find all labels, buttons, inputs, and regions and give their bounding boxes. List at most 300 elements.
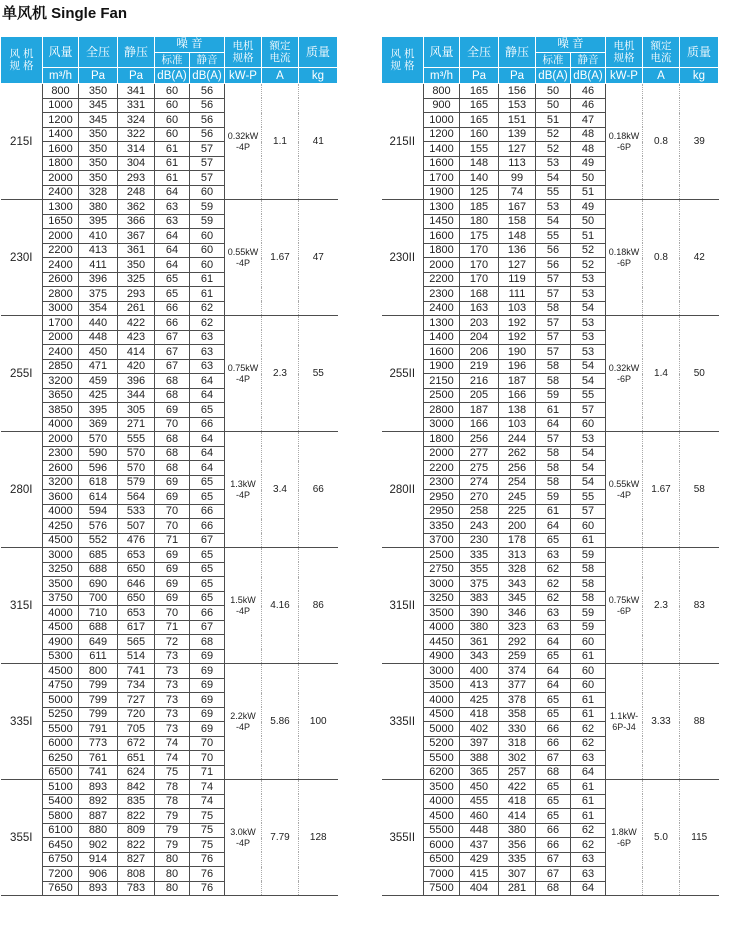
noise-standard-value: 78: [155, 794, 190, 809]
flow-value: 5000: [424, 722, 460, 737]
noise-standard-value: 65: [536, 693, 571, 708]
noise-standard-value: 61: [536, 504, 571, 519]
noise-static-value: 62: [571, 838, 606, 853]
noise-standard-value: 62: [536, 591, 571, 606]
header-current: 额定 电流: [643, 37, 680, 68]
flow-value: 3600: [43, 490, 79, 505]
noise-standard-value: 80: [155, 867, 190, 882]
fan-model: 355II: [382, 780, 424, 896]
flow-value: 3000: [43, 548, 79, 563]
unit-flow: m³/h: [424, 68, 460, 84]
total-pressure-value: 914: [79, 852, 118, 867]
noise-standard-value: 56: [536, 258, 571, 273]
noise-static-value: 64: [571, 765, 606, 780]
flow-value: 2000: [424, 446, 460, 461]
static-pressure-value: 646: [118, 577, 155, 592]
fan-mass: 83: [680, 548, 719, 664]
noise-static-value: 60: [571, 635, 606, 650]
total-pressure-value: 219: [460, 359, 499, 374]
flow-value: 1600: [424, 345, 460, 360]
total-pressure-value: 270: [460, 490, 499, 505]
flow-value: 4000: [424, 794, 460, 809]
fan-model: 280I: [1, 432, 43, 548]
noise-static-value: 62: [571, 736, 606, 751]
noise-static-value: 63: [190, 330, 225, 345]
flow-value: 1800: [43, 156, 79, 171]
noise-static-value: 66: [190, 504, 225, 519]
total-pressure-value: 710: [79, 606, 118, 621]
total-pressure-value: 350: [79, 171, 118, 186]
static-pressure-value: 672: [118, 736, 155, 751]
header-noise-standard: 标准: [155, 53, 190, 67]
noise-static-value: 59: [571, 548, 606, 563]
static-pressure-value: 507: [118, 519, 155, 534]
header-model: 风 机 规 格: [382, 37, 424, 84]
noise-standard-value: 65: [536, 780, 571, 795]
noise-static-value: 53: [571, 432, 606, 447]
total-pressure-value: 594: [79, 504, 118, 519]
static-pressure-value: 358: [499, 707, 536, 722]
flow-value: 2150: [424, 374, 460, 389]
total-pressure-value: 799: [79, 693, 118, 708]
noise-static-value: 61: [571, 794, 606, 809]
total-pressure-value: 170: [460, 272, 499, 287]
total-pressure-value: 163: [460, 301, 499, 316]
noise-static-value: 53: [571, 272, 606, 287]
table-row: [382, 664, 719, 679]
noise-standard-value: 59: [536, 388, 571, 403]
total-pressure-value: 799: [79, 678, 118, 693]
noise-static-value: 60: [571, 417, 606, 432]
noise-standard-value: 57: [536, 330, 571, 345]
fan-mass: 42: [680, 200, 719, 316]
noise-standard-value: 65: [155, 272, 190, 287]
noise-standard-value: 59: [536, 490, 571, 505]
header-noise: 噪 音 标准 静音: [536, 37, 606, 68]
unit-current: A: [643, 68, 680, 84]
noise-static-value: 69: [190, 678, 225, 693]
total-pressure-value: 165: [460, 84, 499, 99]
noise-static-value: 52: [571, 258, 606, 273]
static-pressure-value: 257: [499, 765, 536, 780]
static-pressure-value: 200: [499, 519, 536, 534]
noise-standard-value: 68: [155, 374, 190, 389]
flow-value: 5500: [424, 751, 460, 766]
units-row: [1, 68, 338, 84]
motor-spec: 0.18kW -6P: [606, 84, 643, 200]
noise-standard-value: 52: [536, 127, 571, 142]
flow-value: 3500: [424, 606, 460, 621]
total-pressure-value: 450: [460, 780, 499, 795]
noise-standard-value: 66: [536, 722, 571, 737]
static-pressure-value: 822: [118, 809, 155, 824]
noise-standard-value: 74: [155, 736, 190, 751]
flow-value: 2600: [43, 461, 79, 476]
flow-value: 7000: [424, 867, 460, 882]
noise-standard-value: 68: [155, 461, 190, 476]
noise-static-value: 63: [571, 751, 606, 766]
flow-value: 1400: [424, 330, 460, 345]
flow-value: 2000: [43, 171, 79, 186]
flow-value: 1650: [43, 214, 79, 229]
noise-standard-value: 64: [536, 519, 571, 534]
total-pressure-value: 148: [460, 156, 499, 171]
noise-standard-value: 73: [155, 678, 190, 693]
header-noise-standard: 标准: [536, 53, 571, 67]
rated-current: 1.1: [262, 84, 299, 200]
total-pressure-value: 773: [79, 736, 118, 751]
noise-static-value: 62: [190, 301, 225, 316]
noise-standard-value: 64: [536, 417, 571, 432]
static-pressure-value: 835: [118, 794, 155, 809]
static-pressure-value: 380: [499, 823, 536, 838]
noise-standard-value: 67: [536, 751, 571, 766]
total-pressure-value: 429: [460, 852, 499, 867]
total-pressure-value: 741: [79, 765, 118, 780]
static-pressure-value: 166: [499, 388, 536, 403]
total-pressure-value: 256: [460, 432, 499, 447]
header-total-pressure: 全压: [79, 37, 118, 68]
flow-value: 1900: [424, 359, 460, 374]
total-pressure-value: 350: [79, 142, 118, 157]
noise-static-value: 54: [571, 461, 606, 476]
fan-mass: 39: [680, 84, 719, 200]
noise-static-value: 76: [190, 852, 225, 867]
table-row: [382, 780, 719, 795]
rated-current: 3.4: [262, 432, 299, 548]
static-pressure-value: 304: [118, 156, 155, 171]
flow-value: 6250: [43, 751, 79, 766]
total-pressure-value: 761: [79, 751, 118, 766]
noise-standard-value: 73: [155, 722, 190, 737]
total-pressure-value: 204: [460, 330, 499, 345]
header-noise-static: 静音: [196, 54, 218, 66]
flow-value: 1600: [43, 142, 79, 157]
static-pressure-value: 248: [118, 185, 155, 200]
noise-static-value: 69: [190, 693, 225, 708]
static-pressure-value: 741: [118, 664, 155, 679]
total-pressure-value: 396: [79, 272, 118, 287]
noise-standard-value: 67: [536, 867, 571, 882]
motor-spec: 2.2kW -4P: [225, 664, 262, 780]
static-pressure-value: 331: [118, 98, 155, 113]
flow-value: 1200: [43, 113, 79, 128]
noise-static-value: 54: [571, 374, 606, 389]
noise-standard-value: 68: [536, 765, 571, 780]
units-row: [382, 68, 719, 84]
static-pressure-value: 783: [118, 881, 155, 896]
static-pressure-value: 514: [118, 649, 155, 664]
static-pressure-value: 720: [118, 707, 155, 722]
total-pressure-value: 800: [79, 664, 118, 679]
noise-static-value: 57: [190, 171, 225, 186]
static-pressure-value: 153: [499, 98, 536, 113]
noise-standard-value: 78: [155, 780, 190, 795]
motor-spec: 1.1kW- 6P-J4: [606, 664, 643, 780]
noise-standard-value: 79: [155, 809, 190, 824]
noise-standard-value: 69: [155, 403, 190, 418]
noise-standard-value: 67: [155, 359, 190, 374]
total-pressure-value: 618: [79, 475, 118, 490]
noise-static-value: 69: [190, 649, 225, 664]
total-pressure-value: 203: [460, 316, 499, 331]
table-row: [1, 664, 338, 679]
noise-static-value: 76: [190, 881, 225, 896]
static-pressure-value: 367: [118, 229, 155, 244]
flow-value: 2000: [43, 229, 79, 244]
flow-value: 2000: [43, 330, 79, 345]
static-pressure-value: 564: [118, 490, 155, 505]
fan-model: 215II: [382, 84, 424, 200]
rated-current: 0.8: [643, 200, 680, 316]
noise-static-value: 63: [190, 345, 225, 360]
static-pressure-value: 192: [499, 330, 536, 345]
static-pressure-value: 650: [118, 591, 155, 606]
noise-static-value: 68: [190, 635, 225, 650]
static-pressure-value: 341: [118, 84, 155, 99]
total-pressure-value: 425: [460, 693, 499, 708]
total-pressure-value: 205: [460, 388, 499, 403]
noise-standard-value: 72: [155, 635, 190, 650]
unit-noise-standard: dB(A): [536, 68, 571, 84]
total-pressure-value: 413: [460, 678, 499, 693]
flow-value: 4000: [424, 620, 460, 635]
noise-static-value: 57: [190, 142, 225, 157]
unit-mass: kg: [680, 68, 719, 84]
total-pressure-value: 361: [460, 635, 499, 650]
static-pressure-value: 565: [118, 635, 155, 650]
static-pressure-value: 127: [499, 258, 536, 273]
noise-standard-value: 70: [155, 417, 190, 432]
total-pressure-value: 350: [79, 156, 118, 171]
fan-mass: 47: [299, 200, 338, 316]
flow-value: 2200: [43, 243, 79, 258]
noise-standard-value: 64: [155, 243, 190, 258]
flow-value: 2400: [424, 301, 460, 316]
header-motor: 电机 规格: [225, 37, 262, 68]
noise-standard-value: 66: [536, 838, 571, 853]
noise-standard-value: 69: [155, 591, 190, 606]
flow-value: 4900: [43, 635, 79, 650]
noise-static-value: 65: [190, 591, 225, 606]
fan-mass: 100: [299, 664, 338, 780]
motor-spec: 0.75kW -4P: [225, 316, 262, 432]
fan-model: 230II: [382, 200, 424, 316]
flow-value: 3000: [424, 417, 460, 432]
static-pressure-value: 842: [118, 780, 155, 795]
total-pressure-value: 395: [79, 214, 118, 229]
flow-value: 4500: [424, 707, 460, 722]
flow-value: 2500: [424, 388, 460, 403]
motor-spec: 1.3kW -4P: [225, 432, 262, 548]
motor-spec: 0.55kW -4P: [606, 432, 643, 548]
flow-value: 5800: [43, 809, 79, 824]
header-mass: 质量: [680, 37, 719, 68]
flow-value: 1800: [424, 243, 460, 258]
flow-value: 6450: [43, 838, 79, 853]
static-pressure-value: 422: [499, 780, 536, 795]
static-pressure-value: 344: [118, 388, 155, 403]
noise-static-value: 46: [571, 84, 606, 99]
motor-spec: 0.32kW -6P: [606, 316, 643, 432]
rated-current: 3.33: [643, 664, 680, 780]
unit-current: A: [262, 68, 299, 84]
noise-standard-value: 61: [155, 156, 190, 171]
noise-static-value: 56: [190, 98, 225, 113]
flow-value: 3700: [424, 533, 460, 548]
flow-value: 2800: [43, 287, 79, 302]
noise-static-value: 65: [190, 475, 225, 490]
total-pressure-value: 397: [460, 736, 499, 751]
static-pressure-value: 343: [499, 577, 536, 592]
flow-value: 6000: [43, 736, 79, 751]
total-pressure-value: 140: [460, 171, 499, 186]
table-row: [1, 780, 338, 795]
noise-standard-value: 65: [536, 649, 571, 664]
noise-standard-value: 69: [155, 562, 190, 577]
total-pressure-value: 411: [79, 258, 118, 273]
noise-static-value: 58: [571, 577, 606, 592]
noise-static-value: 51: [571, 229, 606, 244]
header-row: [382, 37, 719, 68]
total-pressure-value: 390: [460, 606, 499, 621]
flow-value: 5400: [43, 794, 79, 809]
header-noise: 噪 音 标准 静音: [155, 37, 225, 68]
flow-value: 1300: [424, 200, 460, 215]
static-pressure-value: 271: [118, 417, 155, 432]
total-pressure-value: 460: [460, 809, 499, 824]
total-pressure-value: 165: [460, 98, 499, 113]
noise-static-value: 57: [190, 156, 225, 171]
table-row: [1, 200, 338, 215]
noise-standard-value: 68: [155, 388, 190, 403]
total-pressure-value: 206: [460, 345, 499, 360]
total-pressure-value: 275: [460, 461, 499, 476]
noise-static-value: 46: [571, 98, 606, 113]
noise-static-value: 63: [190, 359, 225, 374]
static-pressure-value: 259: [499, 649, 536, 664]
noise-static-value: 52: [571, 243, 606, 258]
noise-static-value: 61: [571, 809, 606, 824]
total-pressure-value: 170: [460, 258, 499, 273]
noise-standard-value: 69: [155, 475, 190, 490]
static-pressure-value: 190: [499, 345, 536, 360]
noise-static-value: 60: [571, 678, 606, 693]
static-pressure-value: 324: [118, 113, 155, 128]
noise-standard-value: 61: [155, 171, 190, 186]
flow-value: 1200: [424, 127, 460, 142]
noise-static-value: 50: [571, 214, 606, 229]
noise-standard-value: 57: [536, 272, 571, 287]
total-pressure-value: 383: [460, 591, 499, 606]
noise-standard-value: 73: [155, 693, 190, 708]
noise-static-value: 75: [190, 838, 225, 853]
noise-static-value: 53: [571, 316, 606, 331]
flow-value: 2800: [424, 403, 460, 418]
total-pressure-value: 893: [79, 780, 118, 795]
noise-static-value: 56: [190, 127, 225, 142]
static-pressure-value: 261: [118, 301, 155, 316]
noise-standard-value: 73: [155, 664, 190, 679]
flow-value: 2200: [424, 461, 460, 476]
unit-noise-standard: dB(A): [155, 68, 190, 84]
noise-standard-value: 51: [536, 113, 571, 128]
noise-static-value: 63: [571, 867, 606, 882]
total-pressure-value: 402: [460, 722, 499, 737]
total-pressure-value: 437: [460, 838, 499, 853]
noise-standard-value: 62: [536, 562, 571, 577]
static-pressure-value: 555: [118, 432, 155, 447]
noise-static-value: 64: [190, 432, 225, 447]
noise-standard-value: 60: [155, 84, 190, 99]
total-pressure-value: 230: [460, 533, 499, 548]
noise-static-value: 64: [190, 461, 225, 476]
noise-static-value: 65: [190, 403, 225, 418]
noise-static-value: 56: [190, 84, 225, 99]
noise-static-value: 66: [190, 417, 225, 432]
noise-static-value: 49: [571, 200, 606, 215]
flow-value: 3850: [43, 403, 79, 418]
noise-static-value: 63: [571, 852, 606, 867]
flow-value: 5500: [43, 722, 79, 737]
flow-value: 5200: [424, 736, 460, 751]
static-pressure-value: 111: [499, 287, 536, 302]
noise-standard-value: 73: [155, 649, 190, 664]
total-pressure-value: 185: [460, 200, 499, 215]
noise-static-value: 64: [190, 388, 225, 403]
total-pressure-value: 350: [79, 84, 118, 99]
noise-standard-value: 53: [536, 200, 571, 215]
flow-value: 2400: [43, 258, 79, 273]
noise-standard-value: 63: [155, 214, 190, 229]
noise-standard-value: 50: [536, 98, 571, 113]
static-pressure-value: 325: [118, 272, 155, 287]
total-pressure-value: 328: [79, 185, 118, 200]
header-flow: 风量: [43, 37, 79, 68]
noise-static-value: 53: [571, 287, 606, 302]
flow-value: 4500: [43, 533, 79, 548]
flow-value: 3000: [424, 577, 460, 592]
table-row: [1, 316, 338, 331]
fan-mass: 50: [680, 316, 719, 432]
noise-standard-value: 69: [155, 490, 190, 505]
total-pressure-value: 375: [79, 287, 118, 302]
noise-static-value: 48: [571, 127, 606, 142]
flow-value: 2300: [424, 475, 460, 490]
noise-static-value: 60: [571, 664, 606, 679]
noise-standard-value: 68: [155, 446, 190, 461]
flow-value: 1000: [43, 98, 79, 113]
static-pressure-value: 322: [118, 127, 155, 142]
fan-mass: 58: [680, 432, 719, 548]
noise-standard-value: 64: [155, 229, 190, 244]
rated-current: 5.86: [262, 664, 299, 780]
total-pressure-value: 690: [79, 577, 118, 592]
static-pressure-value: 362: [118, 200, 155, 215]
flow-value: 4750: [43, 678, 79, 693]
header-noise-static: 静音: [577, 54, 599, 66]
noise-standard-value: 69: [155, 548, 190, 563]
total-pressure-value: 425: [79, 388, 118, 403]
flow-value: 6100: [43, 823, 79, 838]
flow-value: 3250: [43, 562, 79, 577]
noise-static-value: 70: [190, 751, 225, 766]
noise-standard-value: 65: [536, 533, 571, 548]
noise-standard-value: 62: [536, 577, 571, 592]
static-pressure-value: 346: [499, 606, 536, 621]
header-current: 额定 电流: [262, 37, 299, 68]
total-pressure-value: 576: [79, 519, 118, 534]
